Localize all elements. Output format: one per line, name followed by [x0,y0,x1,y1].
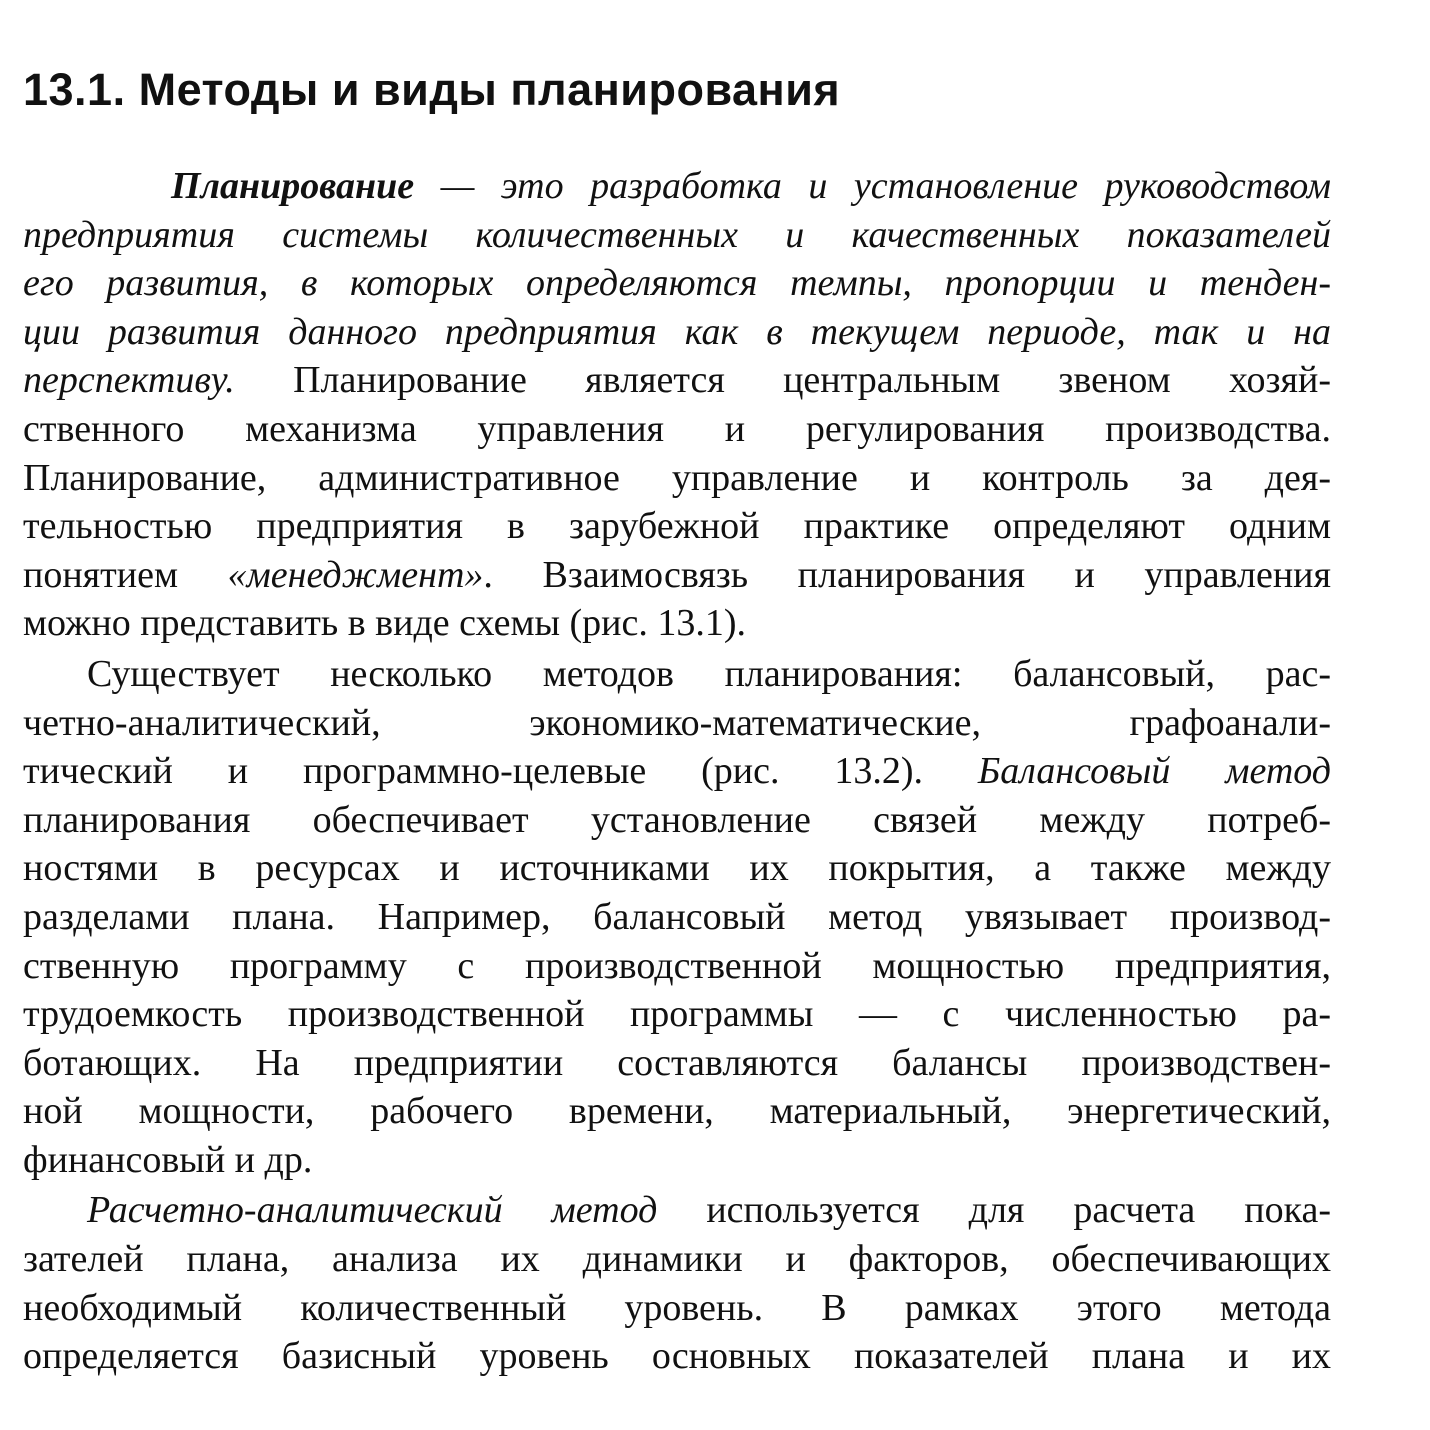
text-line [23,650,1331,699]
text-run: необходимый количественный уровень. В рамках этого метода [23,1286,1331,1329]
emphasis-run: «менеджмент» [227,553,484,596]
paragraph [23,650,1331,1185]
text-run: используется для расчета пока- [657,1189,1331,1232]
text-run: Планирование, административное управление и контроль за дея- [23,456,1331,499]
text-line [23,405,1331,454]
document-page [23,60,1331,1381]
text-line [23,1087,1331,1136]
text-line [23,1284,1331,1333]
text-line [23,599,1331,648]
text-run: Планирование является центральным звеном хозяй- [234,359,1331,402]
emphasis-run: перспективу. [23,359,235,402]
emphasis-run: Балансовый метод [977,750,1331,793]
emphasis-run: его развития, в которых определяются темпы, пропорции и тенден- [23,262,1331,305]
text-line [23,1332,1331,1381]
paragraph [23,1186,1331,1380]
text-line [23,1136,1331,1185]
text-line [23,1186,1331,1235]
text-line [23,162,1331,211]
text-line [23,844,1331,893]
text-line [23,942,1331,991]
text-line [23,259,1331,308]
text-line [23,990,1331,1039]
text-line [23,502,1331,551]
emphasis-run: Планирование [171,165,415,207]
text-run: зателей плана, анализа их динамики и факторов, обеспечивающих [23,1238,1331,1281]
text-run: можно представить в виде схемы (рис. 13.1). [23,602,747,645]
emphasis-run: — это разработка и установление руководством [414,165,1331,207]
text-run: финансовый и др. [23,1138,313,1181]
text-run: ственную программу с производственной мощностью предприятия, [23,944,1331,987]
text-run: . Взаимосвязь планирования и управления [483,553,1331,596]
emphasis-run: Расчетно-аналитический метод [87,1189,658,1232]
emphasis-run: предприятия системы количественных и качественных показателей [23,213,1331,256]
text-run: тельностью предприятия в зарубежной практике определяют одним [23,505,1331,548]
text-run: тический и программно-целевые (рис. 13.2). [23,750,978,793]
text-line [23,893,1331,942]
text-run: планирования обеспечивает установление связей между потреб- [23,798,1331,841]
text-run: трудоемкость производственной программы — с численностью ра- [23,993,1331,1036]
text-line [23,699,1331,748]
text-line [23,796,1331,845]
text-run: ботающих. На предприятии составляются балансы производствен- [23,1041,1331,1084]
text-line [23,454,1331,503]
text-run: Существует несколько методов планирования: балансовый, рас- [87,652,1331,695]
text-line [23,551,1331,600]
text-run: разделами плана. Например, балансовый метод увязывает производ- [23,895,1331,938]
text-line [23,356,1331,405]
body-text [23,162,1331,1381]
text-run: ностями в ресурсах и источниками их покрытия, а также между [23,847,1331,890]
text-run: определяется базисный уровень основных показателей плана и их [23,1335,1331,1378]
text-line [23,308,1331,357]
text-run: четно-аналитический, экономико-математические, графоанали- [23,701,1331,744]
text-run: понятием [23,553,228,596]
text-line [23,1039,1331,1088]
text-run: ственного механизма управления и регулирования производства. [23,407,1331,450]
paragraph [23,162,1331,648]
text-line [23,211,1331,260]
text-line [23,747,1331,796]
emphasis-run: ции развития данного предприятия как в текущем периоде, так и на [23,310,1331,353]
text-run: ной мощности, рабочего времени, материальный, энергетический, [23,1090,1331,1133]
section-heading: 13.1. Методы и виды планирования [23,64,841,115]
text-line [23,1235,1331,1284]
